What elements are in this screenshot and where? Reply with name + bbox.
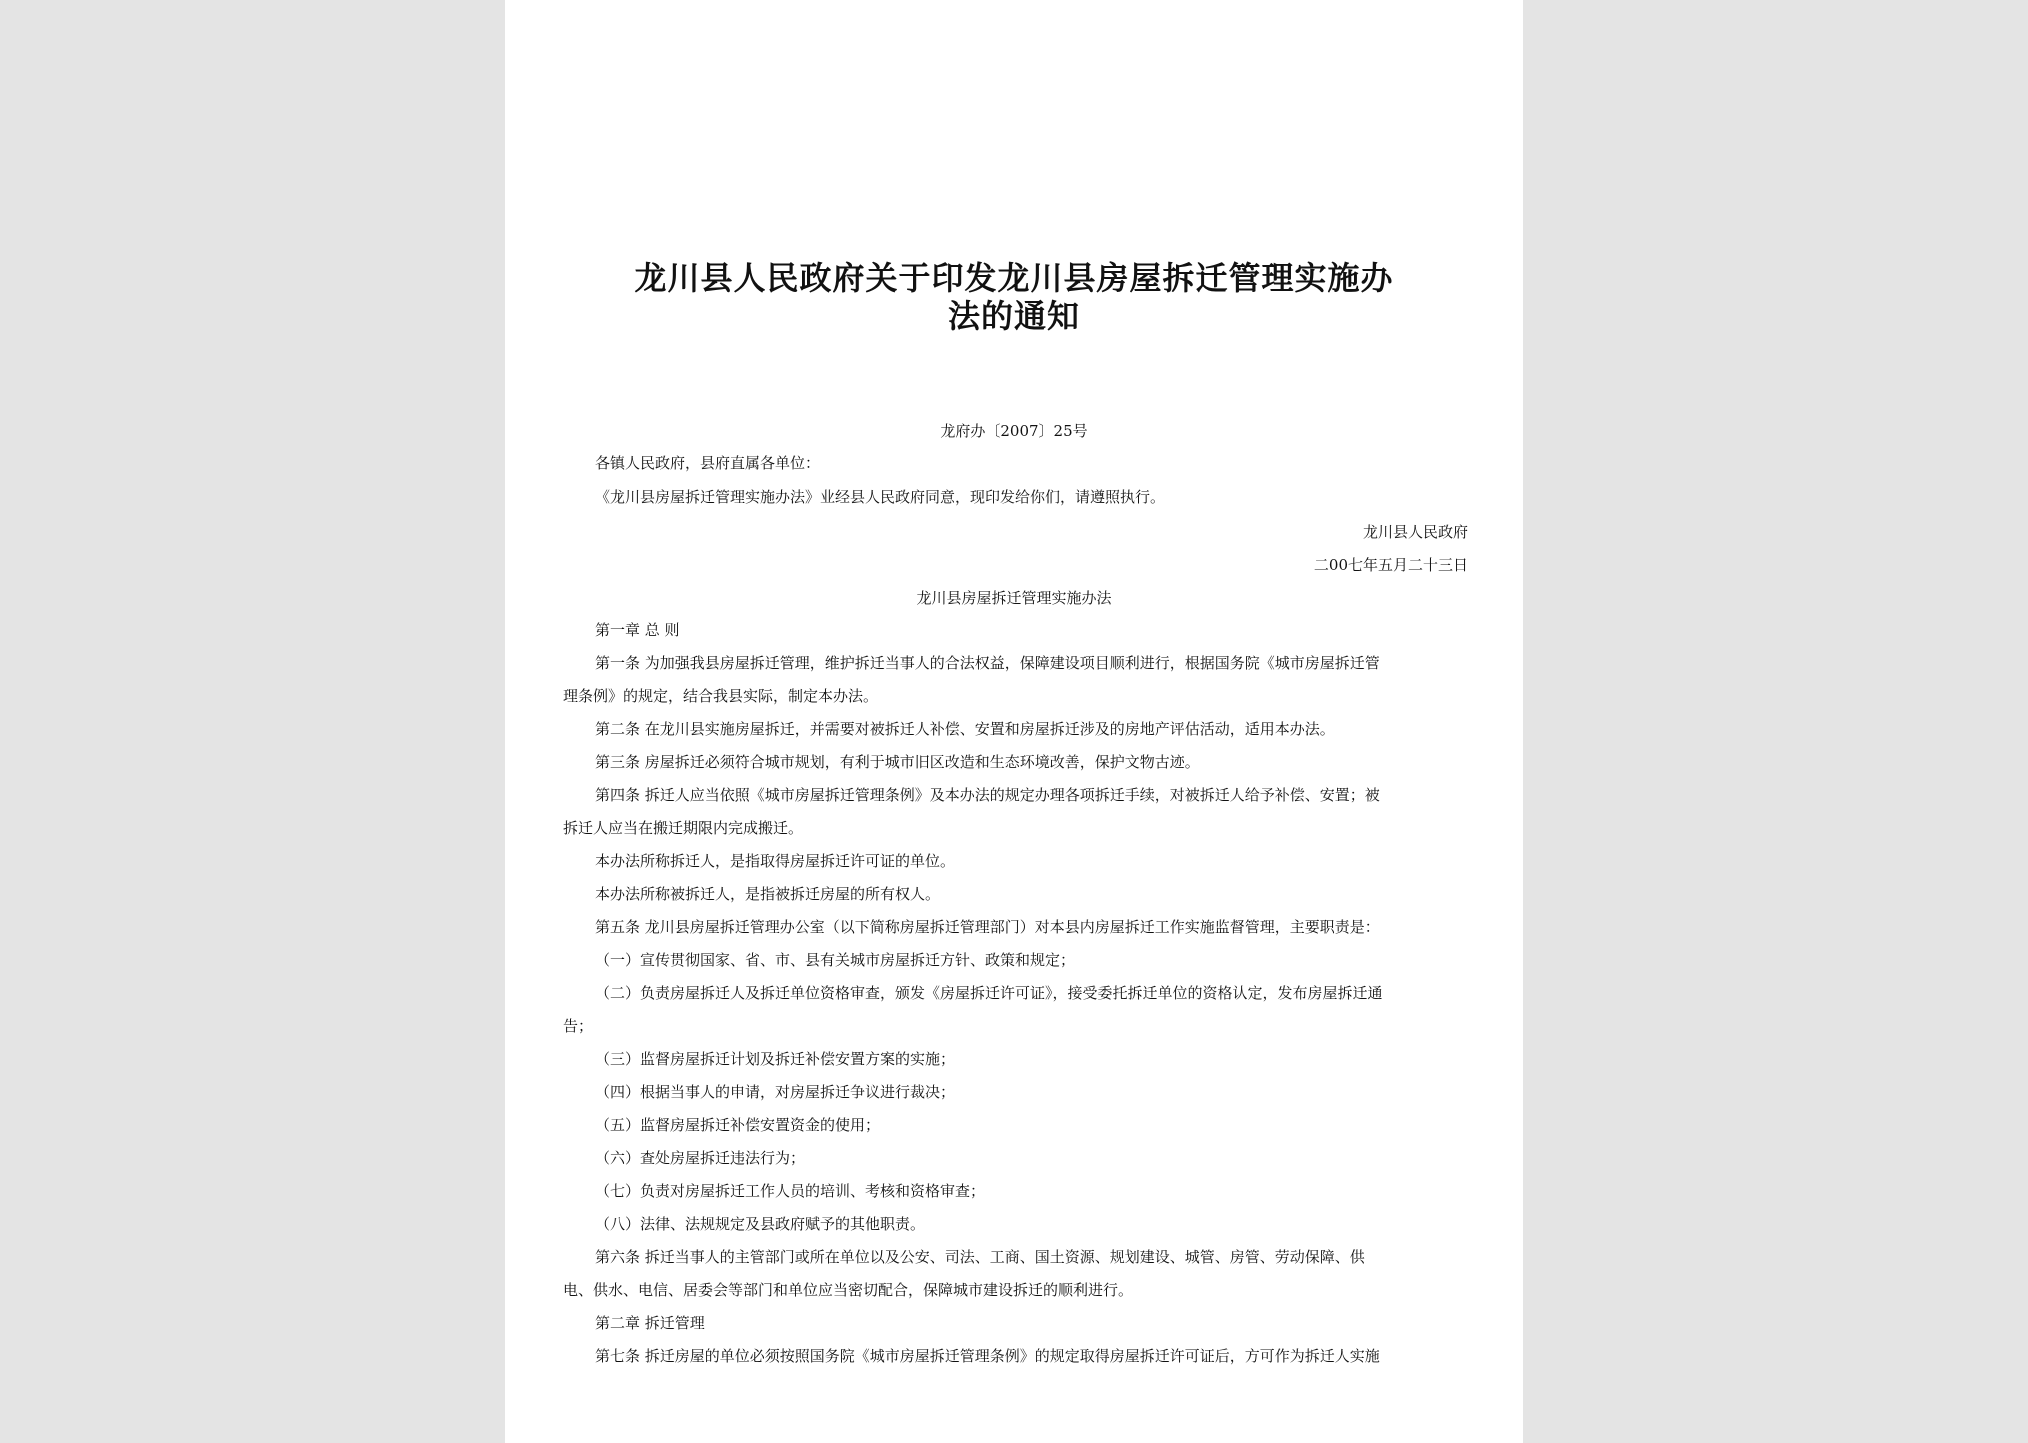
body-line: （七）负责对房屋拆迁工作人员的培训、考核和资格审查；: [595, 1182, 986, 1200]
intro-line: 《龙川县房屋拆迁管理实施办法》业经县人民政府同意，现印发给你们，请遵照执行。: [595, 488, 1166, 506]
body-line: 第四条 拆迁人应当依照《城市房屋拆迁管理条例》及本办法的规定办理各项拆迁手续，对被拆迁人给予补偿、安置；被: [595, 786, 1380, 804]
body-line: 第二章 拆迁管理: [595, 1314, 705, 1332]
document-number: 龙府办〔2007〕25号: [940, 422, 1088, 440]
document-page: [505, 0, 1523, 1443]
body-line: 第七条 拆迁房屋的单位必须按照国务院《城市房屋拆迁管理条例》的规定取得房屋拆迁许可证后，方可作为拆迁人实施: [595, 1347, 1380, 1365]
body-line: （二）负责房屋拆迁人及拆迁单位资格审查，颁发《房屋拆迁许可证》，接受委托拆迁单位的资格认定，发布房屋拆迁通: [595, 984, 1383, 1002]
body-line: 第五条 龙川县房屋拆迁管理办公室（以下简称房屋拆迁管理部门）对本县内房屋拆迁工作实施监督管理，主要职责是：: [595, 918, 1380, 936]
body-line: 第二条 在龙川县实施房屋拆迁，并需要对被拆迁人补偿、安置和房屋拆迁涉及的房地产评估活动，适用本办法。: [595, 720, 1335, 738]
body-line: 第一章 总 则: [595, 621, 680, 639]
body-line: 本办法所称拆迁人，是指取得房屋拆迁许可证的单位。: [595, 852, 956, 870]
body-line: 本办法所称被拆迁人，是指被拆迁房屋的所有权人。: [595, 885, 941, 903]
measures-title: 龙川县房屋拆迁管理实施办法: [916, 589, 1112, 607]
body-line: （四）根据当事人的申请，对房屋拆迁争议进行裁决；: [595, 1083, 956, 1101]
recipient-line: 各镇人民政府，县府直属各单位：: [595, 454, 821, 472]
issue-date: 二00七年五月二十三日: [1313, 556, 1468, 574]
body-line: （一）宣传贯彻国家、省、市、县有关城市房屋拆迁方针、政策和规定；: [595, 951, 1076, 969]
body-line: （六）查处房屋拆迁违法行为；: [595, 1149, 806, 1167]
issuer-name: 龙川县人民政府: [1362, 523, 1468, 541]
body-line: 理条例》的规定，结合我县实际，制定本办法。: [563, 687, 879, 705]
body-line: 告；: [563, 1017, 594, 1035]
body-line: 电、供水、电信、居委会等部门和单位应当密切配合，保障城市建设拆迁的顺利进行。: [563, 1281, 1134, 1299]
body-line: 拆迁人应当在搬迁期限内完成搬迁。: [563, 819, 804, 837]
body-line: （五）监督房屋拆迁补偿安置资金的使用；: [595, 1116, 881, 1134]
document-title: [545, 259, 1483, 335]
body-line: 第一条 为加强我县房屋拆迁管理，维护拆迁当事人的合法权益，保障建设项目顺利进行，根据国务院《城市房屋拆迁管: [595, 654, 1380, 672]
body-line: （三）监督房屋拆迁计划及拆迁补偿安置方案的实施；: [595, 1050, 956, 1068]
body-line: （八）法律、法规规定及县政府赋予的其他职责。: [595, 1215, 926, 1233]
title-line-1: 龙川县人民政府关于印发龙川县房屋拆迁管理实施办: [634, 259, 1394, 297]
body-line: 第六条 拆迁当事人的主管部门或所在单位以及公安、司法、工商、国土资源、规划建设、城管、房管、劳动保障、供: [595, 1248, 1365, 1266]
title-line-2: 法的通知: [947, 297, 1080, 335]
body-line: 第三条 房屋拆迁必须符合城市规划，有利于城市旧区改造和生态环境改善，保护文物古迹。: [595, 753, 1200, 771]
